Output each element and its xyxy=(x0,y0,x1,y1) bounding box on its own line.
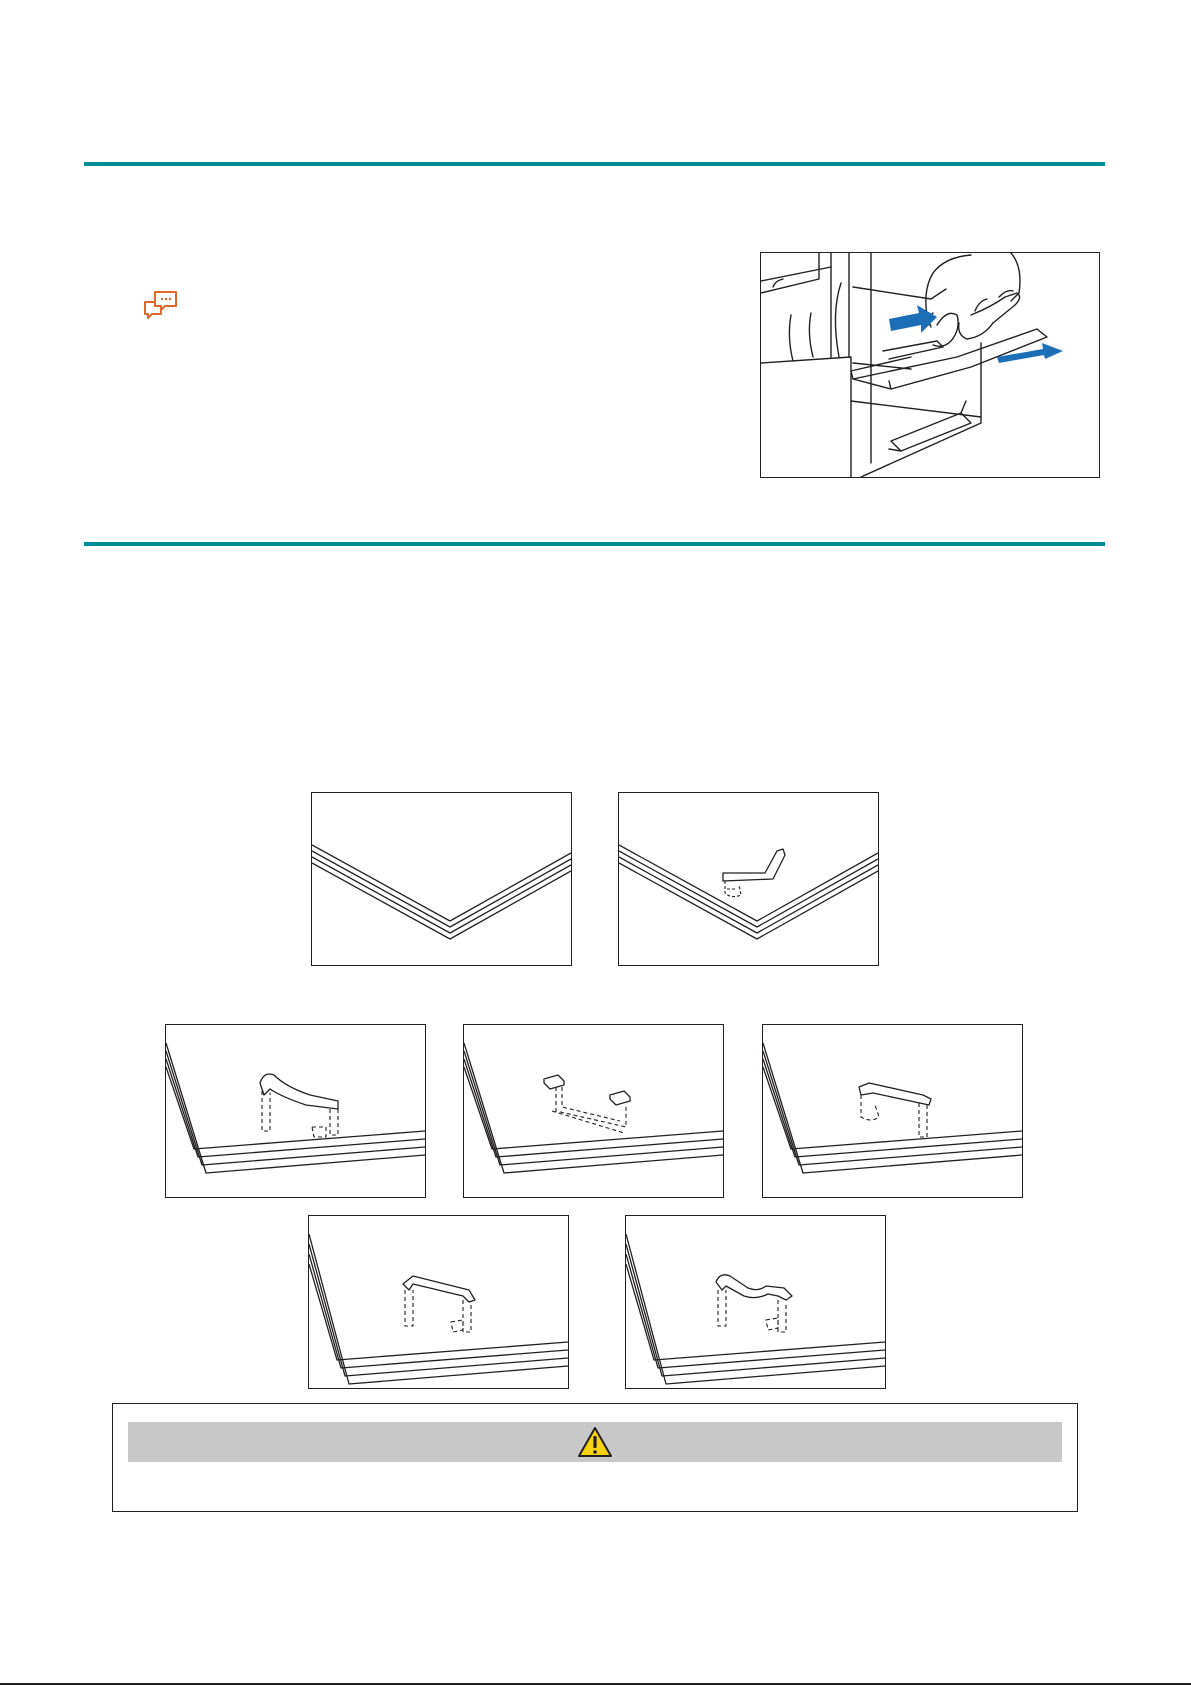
staple-curved-crown-illustration xyxy=(165,1024,426,1198)
staple-broken-split-illustration xyxy=(463,1024,724,1198)
staple-wavy-crown-illustration xyxy=(625,1215,886,1389)
warning-box xyxy=(112,1403,1078,1512)
section-rule-top xyxy=(84,162,1105,166)
tray-photo-illustration xyxy=(760,252,1100,478)
warning-header-bar xyxy=(128,1422,1062,1462)
staple-single-leg-bent-illustration xyxy=(618,792,879,966)
staple-flat-crown-illustration xyxy=(762,1024,1023,1198)
section-rule-middle xyxy=(84,542,1105,546)
paper-corner-no-staple-illustration xyxy=(311,792,572,966)
warning-triangle-icon xyxy=(577,1426,613,1458)
staple-normal-illustration xyxy=(308,1215,569,1389)
speech-bubbles-icon xyxy=(143,290,179,322)
